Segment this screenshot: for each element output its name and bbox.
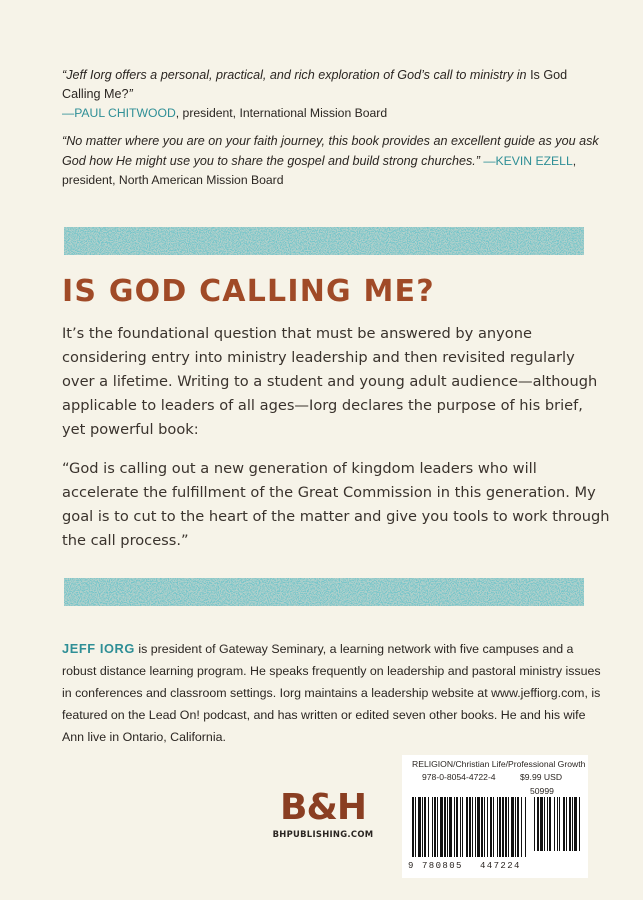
barcode-bar [525,797,526,857]
barcode-bar [447,797,448,857]
barcode-digit-group-2: 447224 [480,861,521,871]
endorsement-1 [62,66,602,123]
addon-bar [540,797,543,851]
endorsement-1-quote-end: ” [128,87,133,101]
barcode-bar [493,797,494,857]
description-paragraph: It’s the foundational question that must be answered by anyone considering entry into ministry leadership and then revisited regularly over a lifetime. Writing to a student and young adult audience—although applicable to leaders of all ages—Iorg declares the purpose of his brief, yet powerful book: [62,325,598,438]
barcode-bar [424,797,426,857]
addon-bar [579,797,580,851]
addon-bar [559,797,560,851]
barcode-bar [475,797,476,857]
barcode-bar [487,797,488,857]
addon-bar [537,797,539,851]
addon-bar [549,797,551,851]
barcode-bar [517,797,519,857]
addon-bar [563,797,565,851]
isbn: 978-0-8054-4722-4 [422,772,496,782]
addon-bar [574,797,577,851]
addon-bar [534,797,535,851]
price-addon-code: 50999 [530,786,554,796]
barcode-bar [437,797,438,857]
book-title-headline: IS GOD CALLING ME? [62,274,435,309]
barcode-bar [462,797,463,857]
barcode-bar [499,797,501,857]
author-bio [62,638,610,748]
pull-quote: “God is calling out a new generation of kingdom leaders who will accelerate the fulfillment of the Great Commission in this generation. My goal is to cut to the heart of the matter and give you tools to work through the call process.” [62,460,610,549]
barcode-bar [466,797,468,857]
addon-bar [557,797,558,851]
addon-bar [547,797,548,851]
author-bio-text: is president of Gateway Seminary, a learning network with five campuses and a robust distance learning program. He speaks frequently on leadership and pastoral ministry issues in conferences and classroom settings. Iorg maintains a leadership website at www.jeffiorg.com, is featured on the Lead On! podcast, and has written or edited seven other books. He and his wife Ann live in Ontario, California. [62,642,601,744]
endorsement-1-role: , president, International Mission Board [175,106,388,120]
barcode-bar [477,797,480,857]
addon-bar [554,797,555,851]
barcode-bar [521,797,522,857]
barcode-bar [444,797,446,857]
barcode-bar [422,797,423,857]
textured-divider-top [64,227,584,255]
barcode-bar [505,797,507,857]
barcode-bar [481,797,483,857]
barcode-bar [454,797,455,857]
barcode-bar [418,797,421,857]
barcode-bar [484,797,485,857]
barcode-bar [515,797,516,857]
addon-bar [572,797,573,851]
endorsement-2-role: , president, North American Mission Board [62,153,577,187]
barcode-icon [408,797,584,861]
barcode-bar [472,797,473,857]
barcode-bar [497,797,498,857]
addon-bar [544,797,545,851]
barcode-bar [412,797,414,857]
barcode-bar [508,797,509,857]
endorsement-2-author: —KEVIN EZELL [479,153,573,168]
barcode-bar [456,797,458,857]
barcode-digits [408,861,584,871]
barcode-bar [490,797,492,857]
author-name: JEFF IORG [62,641,135,656]
barcode-bar [428,797,429,857]
barcode-bar [432,797,433,857]
endorsement-2 [62,132,610,191]
textured-divider-bottom [64,578,584,606]
addon-bar [569,797,571,851]
price: $9.99 USD [520,772,563,782]
endorsement-1-author: —PAUL CHITWOOD [62,106,176,120]
endorsement-1-book-title: Is God Calling Me? [62,68,568,101]
barcode-bar [502,797,504,857]
barcode-bar [434,797,436,857]
endorsement-2-quote: “No matter where you are on your faith journey, this book provides an excellent guide as you ask God how He might use you to share the gospel and build strong churches.” [62,134,599,168]
addon-bar [566,797,567,851]
publisher-url: BHPUBLISHING.COM [272,829,374,839]
barcode-bar [415,797,416,857]
barcode-bar [460,797,461,857]
barcode-panel [402,755,588,878]
publisher-logo-mark: B&H [280,787,366,828]
barcode-bar [511,797,514,857]
bisac-category: RELIGION/Christian Life/Professional Growth [412,759,586,769]
barcode-bar [469,797,471,857]
publisher-logo [268,787,378,839]
barcode-bar [449,797,452,857]
endorsement-1-quote: “Jeff Iorg offers a personal, practical, and rich exploration of God’s call to ministry in [62,68,531,82]
barcode-digit-group-1: 780805 [422,861,463,871]
barcode-digit-lead: 9 [408,861,414,871]
barcode-bar [440,797,443,857]
